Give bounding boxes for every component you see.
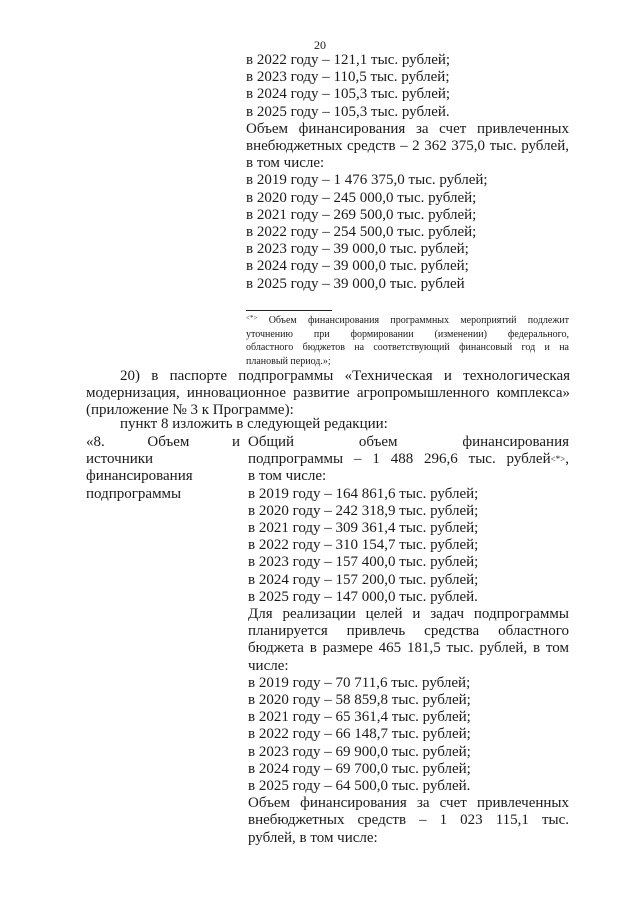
footnote-separator [246,310,332,311]
total-year-line: в 2021 году – 309 361,4 тыс. рублей; [248,520,479,537]
attracted-year-line: в 2023 году – 39 000,0 тыс. рублей; [246,241,469,258]
paragraph-20 [86,368,570,420]
offbudget-intro-line: рублей, в том числе: [248,829,378,846]
page-number: 20 [314,38,326,52]
attracted-intro-line: в том числе: [246,155,325,172]
total-year-line: в 2020 году – 242 318,9 тыс. рублей; [248,502,479,519]
regional-year-line: в 2023 году – 69 900,0 тыс. рублей; [248,743,471,760]
total-year-line: в 2023 году – 157 400,0 тыс. рублей; [248,554,479,571]
paragraph-line: 20) в паспорте подпрограммы «Техническая и технологическая [120,368,570,384]
attracted-year-line: в 2021 году – 269 500,0 тыс. рублей; [246,206,477,223]
regional-intro-line: планируется привлечь средства областного [248,623,569,640]
total-year-line: в 2024 году – 157 200,0 тыс. рублей; [248,571,479,588]
left-cell-line: подпрограммы [86,485,182,502]
left-cell-line: источники [86,451,154,468]
footnote [246,312,569,368]
left-cell-line: финансирования [86,468,193,485]
regional-year-line: в 2024 году – 69 700,0 тыс. рублей; [248,760,471,777]
item-8-instruction: пункт 8 изложить в следующей редакции: [120,416,388,432]
total-year-line: в 2025 году – 147 000,0 тыс. рублей. [248,588,478,605]
left-cell-line: «8. Объем и [86,434,240,450]
offbudget-intro-line: Объем финансирования за счет привлеченных [248,795,569,812]
year-line: в 2025 году – 105,3 тыс. рублей. [246,103,450,120]
total-line: подпрограммы – 1 488 296,6 тыс. рублей <*> , [248,451,569,468]
footnote-line: уточнению при формировании (изменении) федерального, [246,328,569,340]
top-section [246,52,569,293]
regional-intro-line: Для реализации целей и задач подпрограммы [248,606,569,623]
total-line: в том числе: [248,468,327,485]
footnote-marker: <*> [550,454,566,465]
year-line: в 2022 году – 121,1 тыс. рублей; [246,52,451,68]
attracted-year-line: в 2024 году – 39 000,0 тыс. рублей; [246,258,469,275]
attracted-intro-line: внебюджетных средств – 2 362 375,0 тыс. рублей, [246,138,569,155]
paragraph-line: (приложение № 3 к Программе): [86,402,294,419]
year-line: в 2024 году – 105,3 тыс. рублей; [246,86,451,103]
regional-year-line: в 2022 году – 66 148,7 тыс. рублей; [248,726,471,743]
paragraph-line: модернизация, инновационное развитие агропромышленного комплекса» [86,385,570,402]
regional-year-line: в 2020 году – 58 859,8 тыс. рублей; [248,692,471,709]
passport-left-cell [86,434,240,503]
offbudget-intro-line: внебюджетных средств – 1 023 115,1 тыс. [248,812,569,829]
regional-intro-line: числе: [248,657,289,674]
regional-year-line: в 2021 году – 65 361,4 тыс. рублей; [248,709,471,726]
footnote-line: областного бюджетов на соответствующий финансовый год и на [246,342,569,353]
attracted-year-line: в 2022 году – 254 500,0 тыс. рублей; [246,224,477,241]
passport-right-cell [248,434,569,847]
footnote-line: <*> Объем финансирования программных мероприятий подлежит [246,314,569,326]
attracted-year-line: в 2019 году – 1 476 375,0 тыс. рублей; [246,172,488,189]
footnote-line: плановый период.»; [246,355,331,367]
attracted-year-line: в 2025 году – 39 000,0 тыс. рублей [246,275,465,292]
regional-intro-line: бюджета в размере 465 181,5 тыс. рублей, в том [248,640,569,657]
footnote-marker: <*> [246,314,258,322]
attracted-year-line: в 2020 году – 245 000,0 тыс. рублей; [246,189,477,206]
year-line: в 2023 году – 110,5 тыс. рублей; [246,69,450,86]
total-year-line: в 2019 году – 164 861,6 тыс. рублей; [248,485,479,502]
attracted-intro-line: Объем финансирования за счет привлеченных [246,120,569,137]
total-line: Общий объем финансирования [248,434,569,450]
regional-year-line: в 2025 году – 64 500,0 тыс. рублей. [248,778,471,795]
total-amount-text: подпрограммы – 1 488 296,6 тыс. рублей [248,451,551,468]
total-year-line: в 2022 году – 310 154,7 тыс. рублей; [248,537,479,554]
regional-year-line: в 2019 году – 70 711,6 тыс. рублей; [248,674,471,691]
